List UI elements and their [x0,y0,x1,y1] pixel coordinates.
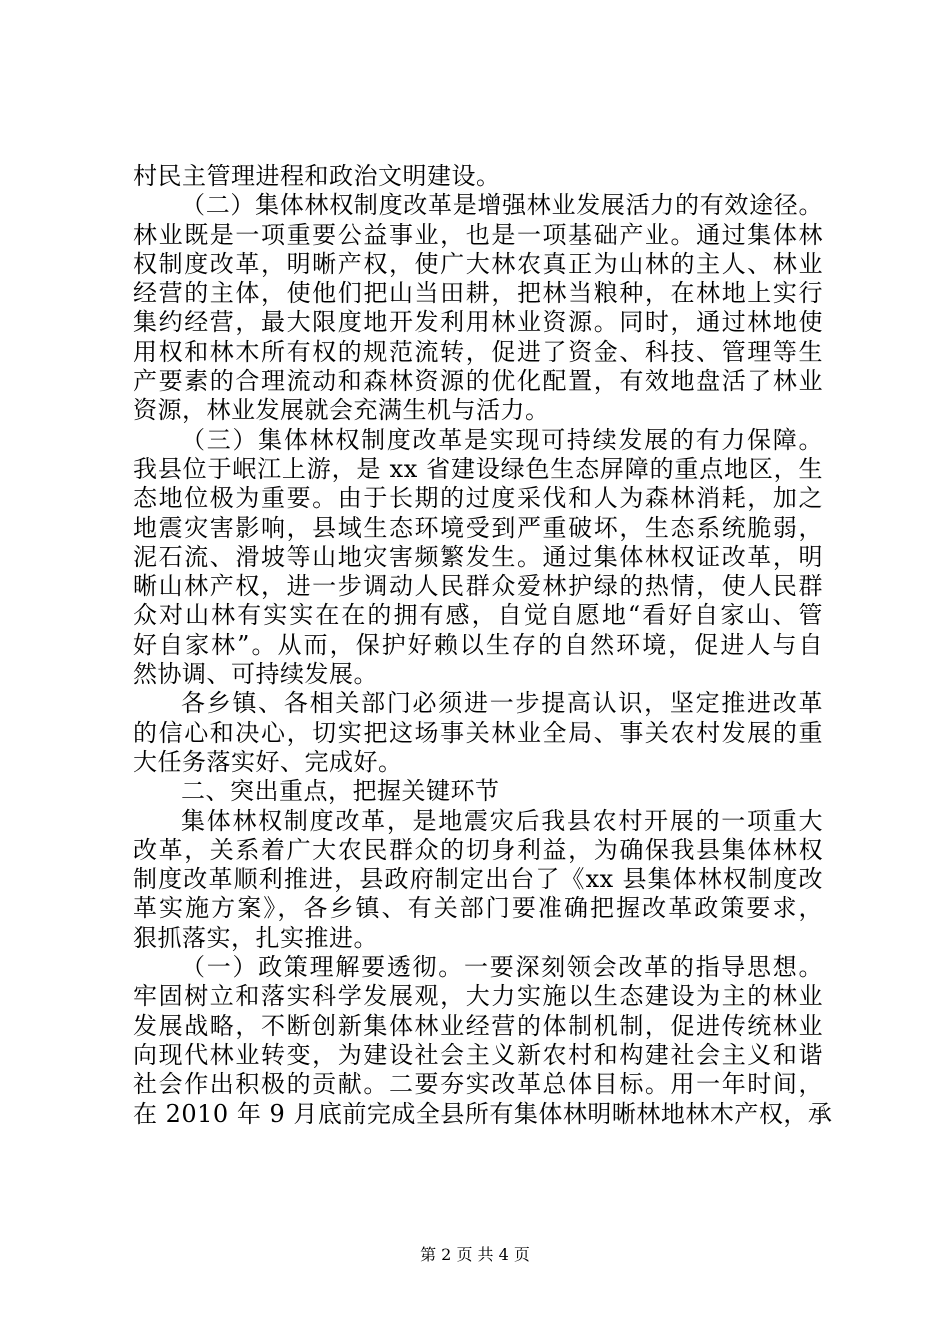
text-line: 众对山林有实实在在的拥有感，自觉自愿地“看好自家山、管 [133,601,823,630]
text-line: 发展战略，不断创新集体林业经营的体制机制，促进传统林业 [133,1011,823,1040]
text-line: 态地位极为重要。由于长期的过度采伐和人为森林消耗，加之 [133,484,823,513]
text-line: 各乡镇、各相关部门必须进一步提高认识，坚定推进改革 [181,689,823,718]
text-line: 大任务落实好、完成好。 [133,747,403,776]
text-line: （二）集体林权制度改革是增强林业发展活力的有效途径。 [181,191,823,220]
text-line: 地震灾害影响，县域生态环境受到严重破坏，生态系统脆弱， [133,513,823,542]
text-line: 集约经营，最大限度地开发利用林业资源。同时，通过林地使 [133,308,823,337]
text-line: 权制度改革，明晰产权，使广大林农真正为山林的主人、林业 [133,249,823,278]
text-line: 我县位于岷江上游，是 xx 省建设绿色生态屏障的重点地区，生 [133,454,823,483]
text-line: 泥石流、滑坡等山地灾害频繁发生。通过集体林权证改革，明 [133,542,823,571]
text-line: 革实施方案》，各乡镇、有关部门要准确把握改革政策要求， [133,894,823,923]
text-line: 的信心和决心，切实把这场事关林业全局、事关农村发展的重 [133,718,823,747]
text-line: 改革，关系着广大农民群众的切身利益，为确保我县集体林权 [133,835,823,864]
body-text [133,162,833,1129]
text-line: 集体林权制度改革，是地震灾后我县农村开展的一项重大 [181,806,823,835]
page-footer: 第 2 页 共 4 页 [420,1245,530,1264]
text-line: 用权和林木所有权的规范流转，促进了资金、科技、管理等生 [133,337,823,366]
text-line: 村民主管理进程和政治文明建设。 [133,162,501,190]
text-line: 向现代林业转变，为建设社会主义新农村和构建社会主义和谐 [133,1040,823,1069]
text-line: 制度改革顺利推进，县政府制定出台了《xx 县集体林权制度改 [133,865,823,894]
text-line: 在 2010 年 9 月底前完成全县所有集体林明晰林地林木产权，承 [133,1099,833,1128]
text-line: 林业既是一项重要公益事业，也是一项基础产业。通过集体林 [133,220,823,249]
text-line: （三）集体林权制度改革是实现可持续发展的有力保障。 [181,425,823,454]
text-line: 晰山林产权，进一步调动人民群众爱林护绿的热情，使人民群 [133,572,823,601]
text-line: 好自家林”。从而，保护好赖以生存的自然环境，促进人与自 [133,630,823,659]
text-line: 牢固树立和落实科学发展观，大力实施以生态建设为主的林业 [133,982,823,1011]
text-line: 狠抓落实，扎实推进。 [133,923,378,952]
text-line: 资源，林业发展就会充满生机与活力。 [133,396,550,425]
text-line: 产要素的合理流动和森林资源的优化配置，有效地盘活了林业 [133,367,823,396]
text-line: 经营的主体，使他们把山当田耕，把林当粮种，在林地上实行 [133,279,823,308]
text-line: 二、突出重点，把握关键环节 [181,777,500,806]
text-line: 然协调、可持续发展。 [133,660,378,689]
text-line: （一）政策理解要透彻。一要深刻领会改革的指导思想。 [181,953,823,982]
text-line: 社会作出积极的贡献。二要夯实改革总体目标。用一年时间， [133,1070,823,1099]
